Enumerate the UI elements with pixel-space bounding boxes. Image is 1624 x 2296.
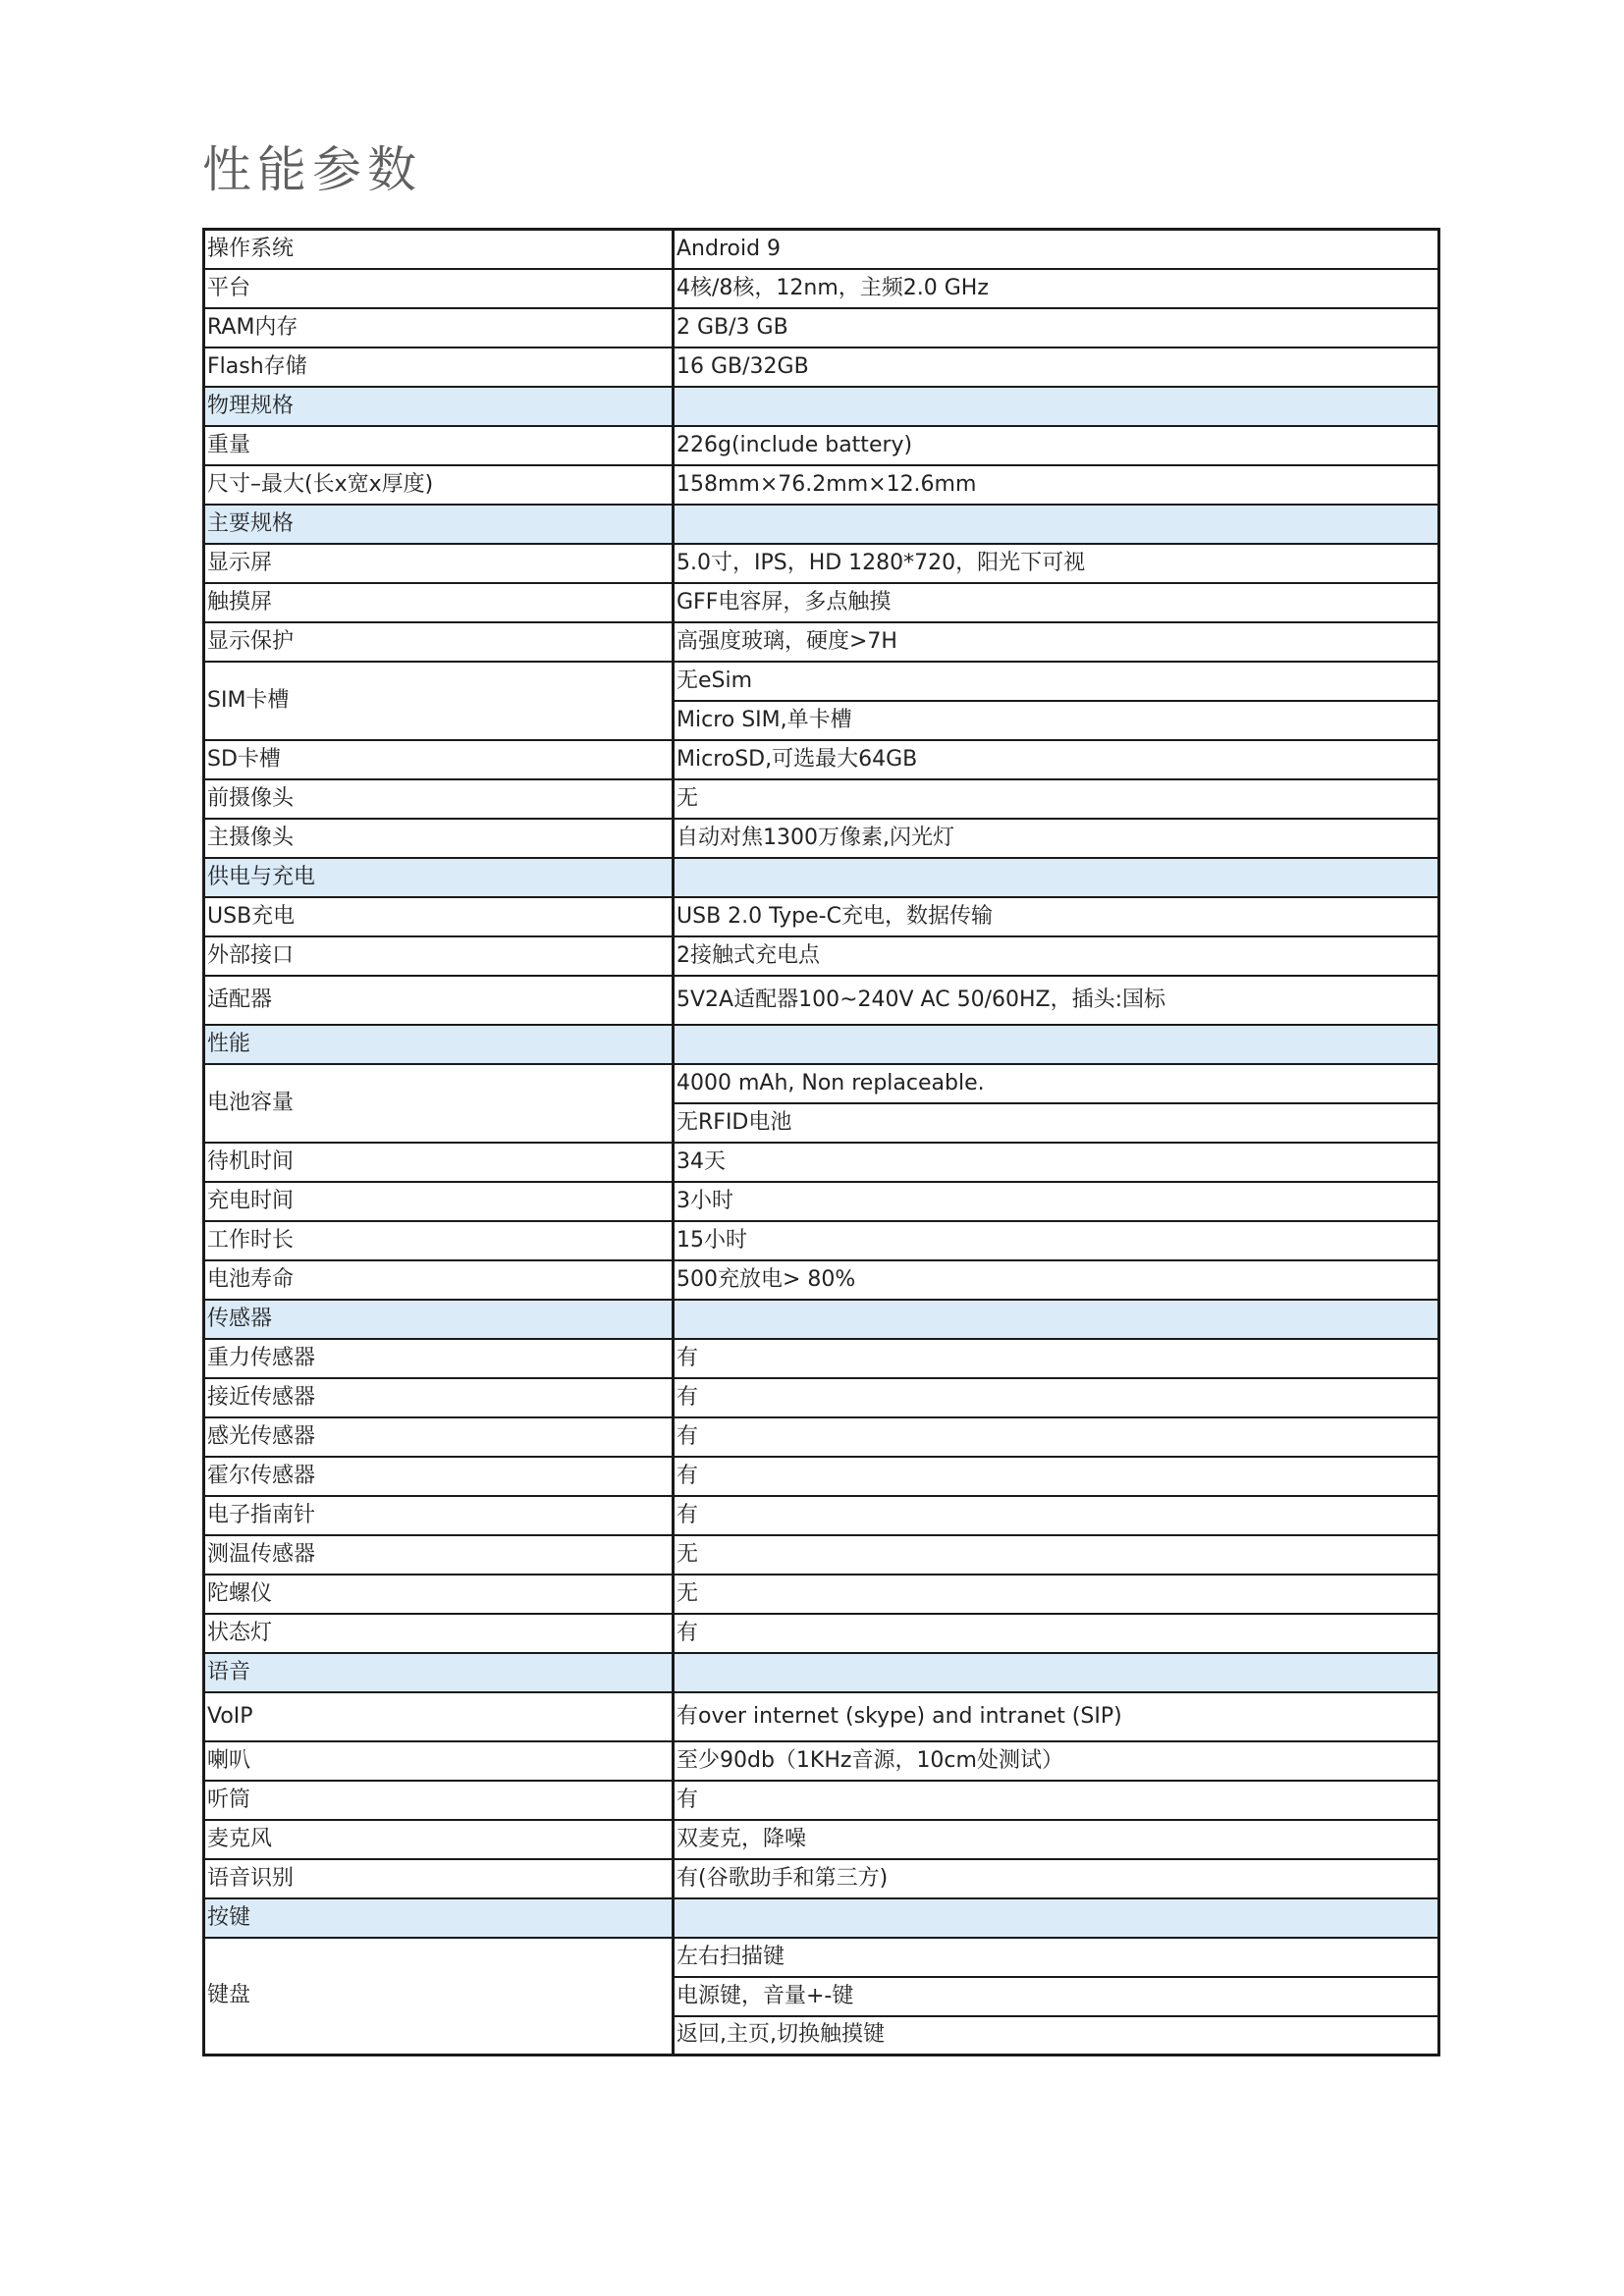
spec-row: [204, 662, 1439, 701]
spec-value: USB 2.0 Type-C充电，数据传输: [674, 897, 1439, 936]
spec-label: 感光传感器: [204, 1417, 674, 1457]
section-value: [674, 1653, 1439, 1692]
spec-row: [204, 308, 1439, 347]
spec-value: GFF电容屏，多点触摸: [674, 583, 1439, 622]
section-label: 传感器: [204, 1300, 674, 1339]
spec-row: [204, 230, 1439, 269]
spec-label: 电子指南针: [204, 1496, 674, 1535]
section-value: [674, 505, 1439, 544]
spec-label: 电池容量: [204, 1064, 674, 1143]
spec-row: [204, 779, 1439, 819]
spec-row: [204, 897, 1439, 936]
spec-row: [204, 1339, 1439, 1378]
section-value: [674, 1898, 1439, 1938]
spec-row: [204, 1575, 1439, 1614]
section-value: [674, 858, 1439, 897]
spec-row: [204, 544, 1439, 583]
spec-label: Flash存储: [204, 347, 674, 387]
spec-row: [204, 1496, 1439, 1535]
spec-value: 无: [674, 779, 1439, 819]
spec-row: [204, 819, 1439, 858]
spec-label: 喇叭: [204, 1741, 674, 1781]
spec-row: [204, 1741, 1439, 1781]
spec-value: 有(谷歌助手和第三方): [674, 1859, 1439, 1898]
spec-label: 显示屏: [204, 544, 674, 583]
spec-value: 有: [674, 1378, 1439, 1417]
spec-label: 适配器: [204, 976, 674, 1025]
spec-label: USB充电: [204, 897, 674, 936]
spec-row: [204, 976, 1439, 1025]
spec-value: 电源键，音量+-键: [674, 1977, 1439, 2016]
spec-label: RAM内存: [204, 308, 674, 347]
spec-row: [204, 269, 1439, 308]
spec-label: 平台: [204, 269, 674, 308]
spec-row: [204, 740, 1439, 779]
section-label: 供电与充电: [204, 858, 674, 897]
spec-row: [204, 1457, 1439, 1496]
spec-value: 3小时: [674, 1182, 1439, 1221]
section-label: 物理规格: [204, 387, 674, 426]
spec-value: 500充放电> 80%: [674, 1260, 1439, 1300]
spec-row: [204, 1143, 1439, 1182]
spec-row: [204, 1260, 1439, 1300]
section-row: [204, 505, 1439, 544]
spec-table: [202, 228, 1440, 2056]
spec-value: 有: [674, 1614, 1439, 1653]
spec-value: 2接触式充电点: [674, 936, 1439, 976]
section-row: [204, 1898, 1439, 1938]
spec-value: 左右扫描键: [674, 1938, 1439, 1977]
section-label: 性能: [204, 1025, 674, 1064]
spec-row: [204, 465, 1439, 505]
spec-value: 34天: [674, 1143, 1439, 1182]
spec-label: 电池寿命: [204, 1260, 674, 1300]
section-label: 语音: [204, 1653, 674, 1692]
spec-row: [204, 1535, 1439, 1575]
spec-value: MicroSD,可选最大64GB: [674, 740, 1439, 779]
section-value: [674, 1300, 1439, 1339]
spec-label: 重力传感器: [204, 1339, 674, 1378]
spec-value: 2 GB/3 GB: [674, 308, 1439, 347]
spec-row: [204, 936, 1439, 976]
spec-value: 有: [674, 1339, 1439, 1378]
spec-label: 主摄像头: [204, 819, 674, 858]
page-title: 性能参数: [202, 141, 422, 198]
spec-label: 前摄像头: [204, 779, 674, 819]
spec-label: 待机时间: [204, 1143, 674, 1182]
spec-row: [204, 1859, 1439, 1898]
spec-row: [204, 1781, 1439, 1820]
spec-value: 无eSim: [674, 662, 1439, 701]
spec-value: 至少90db（1KHz音源，10cm处测试）: [674, 1741, 1439, 1781]
spec-value: 无: [674, 1535, 1439, 1575]
spec-value: 有: [674, 1457, 1439, 1496]
spec-label: SD卡槽: [204, 740, 674, 779]
spec-row: [204, 1820, 1439, 1859]
spec-value: 4000 mAh, Non replaceable.: [674, 1064, 1439, 1103]
spec-row: [204, 1614, 1439, 1653]
spec-label: SIM卡槽: [204, 662, 674, 740]
spec-value: 自动对焦1300万像素,闪光灯: [674, 819, 1439, 858]
spec-label: 充电时间: [204, 1182, 674, 1221]
spec-row: [204, 1417, 1439, 1457]
spec-label: 重量: [204, 426, 674, 465]
spec-value: 双麦克，降噪: [674, 1820, 1439, 1859]
spec-value: 4核/8核，12nm，主频2.0 GHz: [674, 269, 1439, 308]
spec-row: [204, 1692, 1439, 1741]
spec-value: 5.0寸，IPS，HD 1280*720，阳光下可视: [674, 544, 1439, 583]
spec-label: 语音识别: [204, 1859, 674, 1898]
spec-value: 高强度玻璃，硬度>7H: [674, 622, 1439, 662]
spec-row: [204, 1221, 1439, 1260]
spec-row: [204, 583, 1439, 622]
section-value: [674, 387, 1439, 426]
spec-value: 有: [674, 1496, 1439, 1535]
spec-value: 15小时: [674, 1221, 1439, 1260]
spec-label: 测温传感器: [204, 1535, 674, 1575]
section-row: [204, 1300, 1439, 1339]
spec-label: 陀螺仪: [204, 1575, 674, 1614]
spec-label: 触摸屏: [204, 583, 674, 622]
spec-row: [204, 347, 1439, 387]
spec-label: 显示保护: [204, 622, 674, 662]
spec-label: 操作系统: [204, 230, 674, 269]
spec-value: 无: [674, 1575, 1439, 1614]
spec-row: [204, 1938, 1439, 1977]
spec-label: 接近传感器: [204, 1378, 674, 1417]
section-label: 主要规格: [204, 505, 674, 544]
section-value: [674, 1025, 1439, 1064]
spec-value: 无RFID电池: [674, 1103, 1439, 1143]
section-label: 按键: [204, 1898, 674, 1938]
spec-label: 霍尔传感器: [204, 1457, 674, 1496]
spec-label: 尺寸–最大(长x宽x厚度): [204, 465, 674, 505]
spec-row: [204, 426, 1439, 465]
spec-value: 16 GB/32GB: [674, 347, 1439, 387]
section-row: [204, 858, 1439, 897]
spec-label: VoIP: [204, 1692, 674, 1741]
spec-row: [204, 1182, 1439, 1221]
spec-row: [204, 1378, 1439, 1417]
spec-label: 听筒: [204, 1781, 674, 1820]
spec-value: Android 9: [674, 230, 1439, 269]
spec-value: 返回,主页,切换触摸键: [674, 2016, 1439, 2056]
spec-label: 外部接口: [204, 936, 674, 976]
spec-row: [204, 1064, 1439, 1103]
spec-value: 226g(include battery): [674, 426, 1439, 465]
section-row: [204, 387, 1439, 426]
spec-row: [204, 622, 1439, 662]
spec-value: 有: [674, 1781, 1439, 1820]
section-row: [204, 1653, 1439, 1692]
spec-label: 麦克风: [204, 1820, 674, 1859]
spec-label: 键盘: [204, 1938, 674, 2056]
spec-value: Micro SIM,单卡槽: [674, 701, 1439, 740]
spec-label: 工作时长: [204, 1221, 674, 1260]
spec-value: 有: [674, 1417, 1439, 1457]
spec-value: 有over internet (skype) and intranet (SIP): [674, 1692, 1439, 1741]
spec-value: 158mm×76.2mm×12.6mm: [674, 465, 1439, 505]
section-row: [204, 1025, 1439, 1064]
spec-value: 5V2A适配器100~240V AC 50/60HZ，插头:国标: [674, 976, 1439, 1025]
spec-label: 状态灯: [204, 1614, 674, 1653]
